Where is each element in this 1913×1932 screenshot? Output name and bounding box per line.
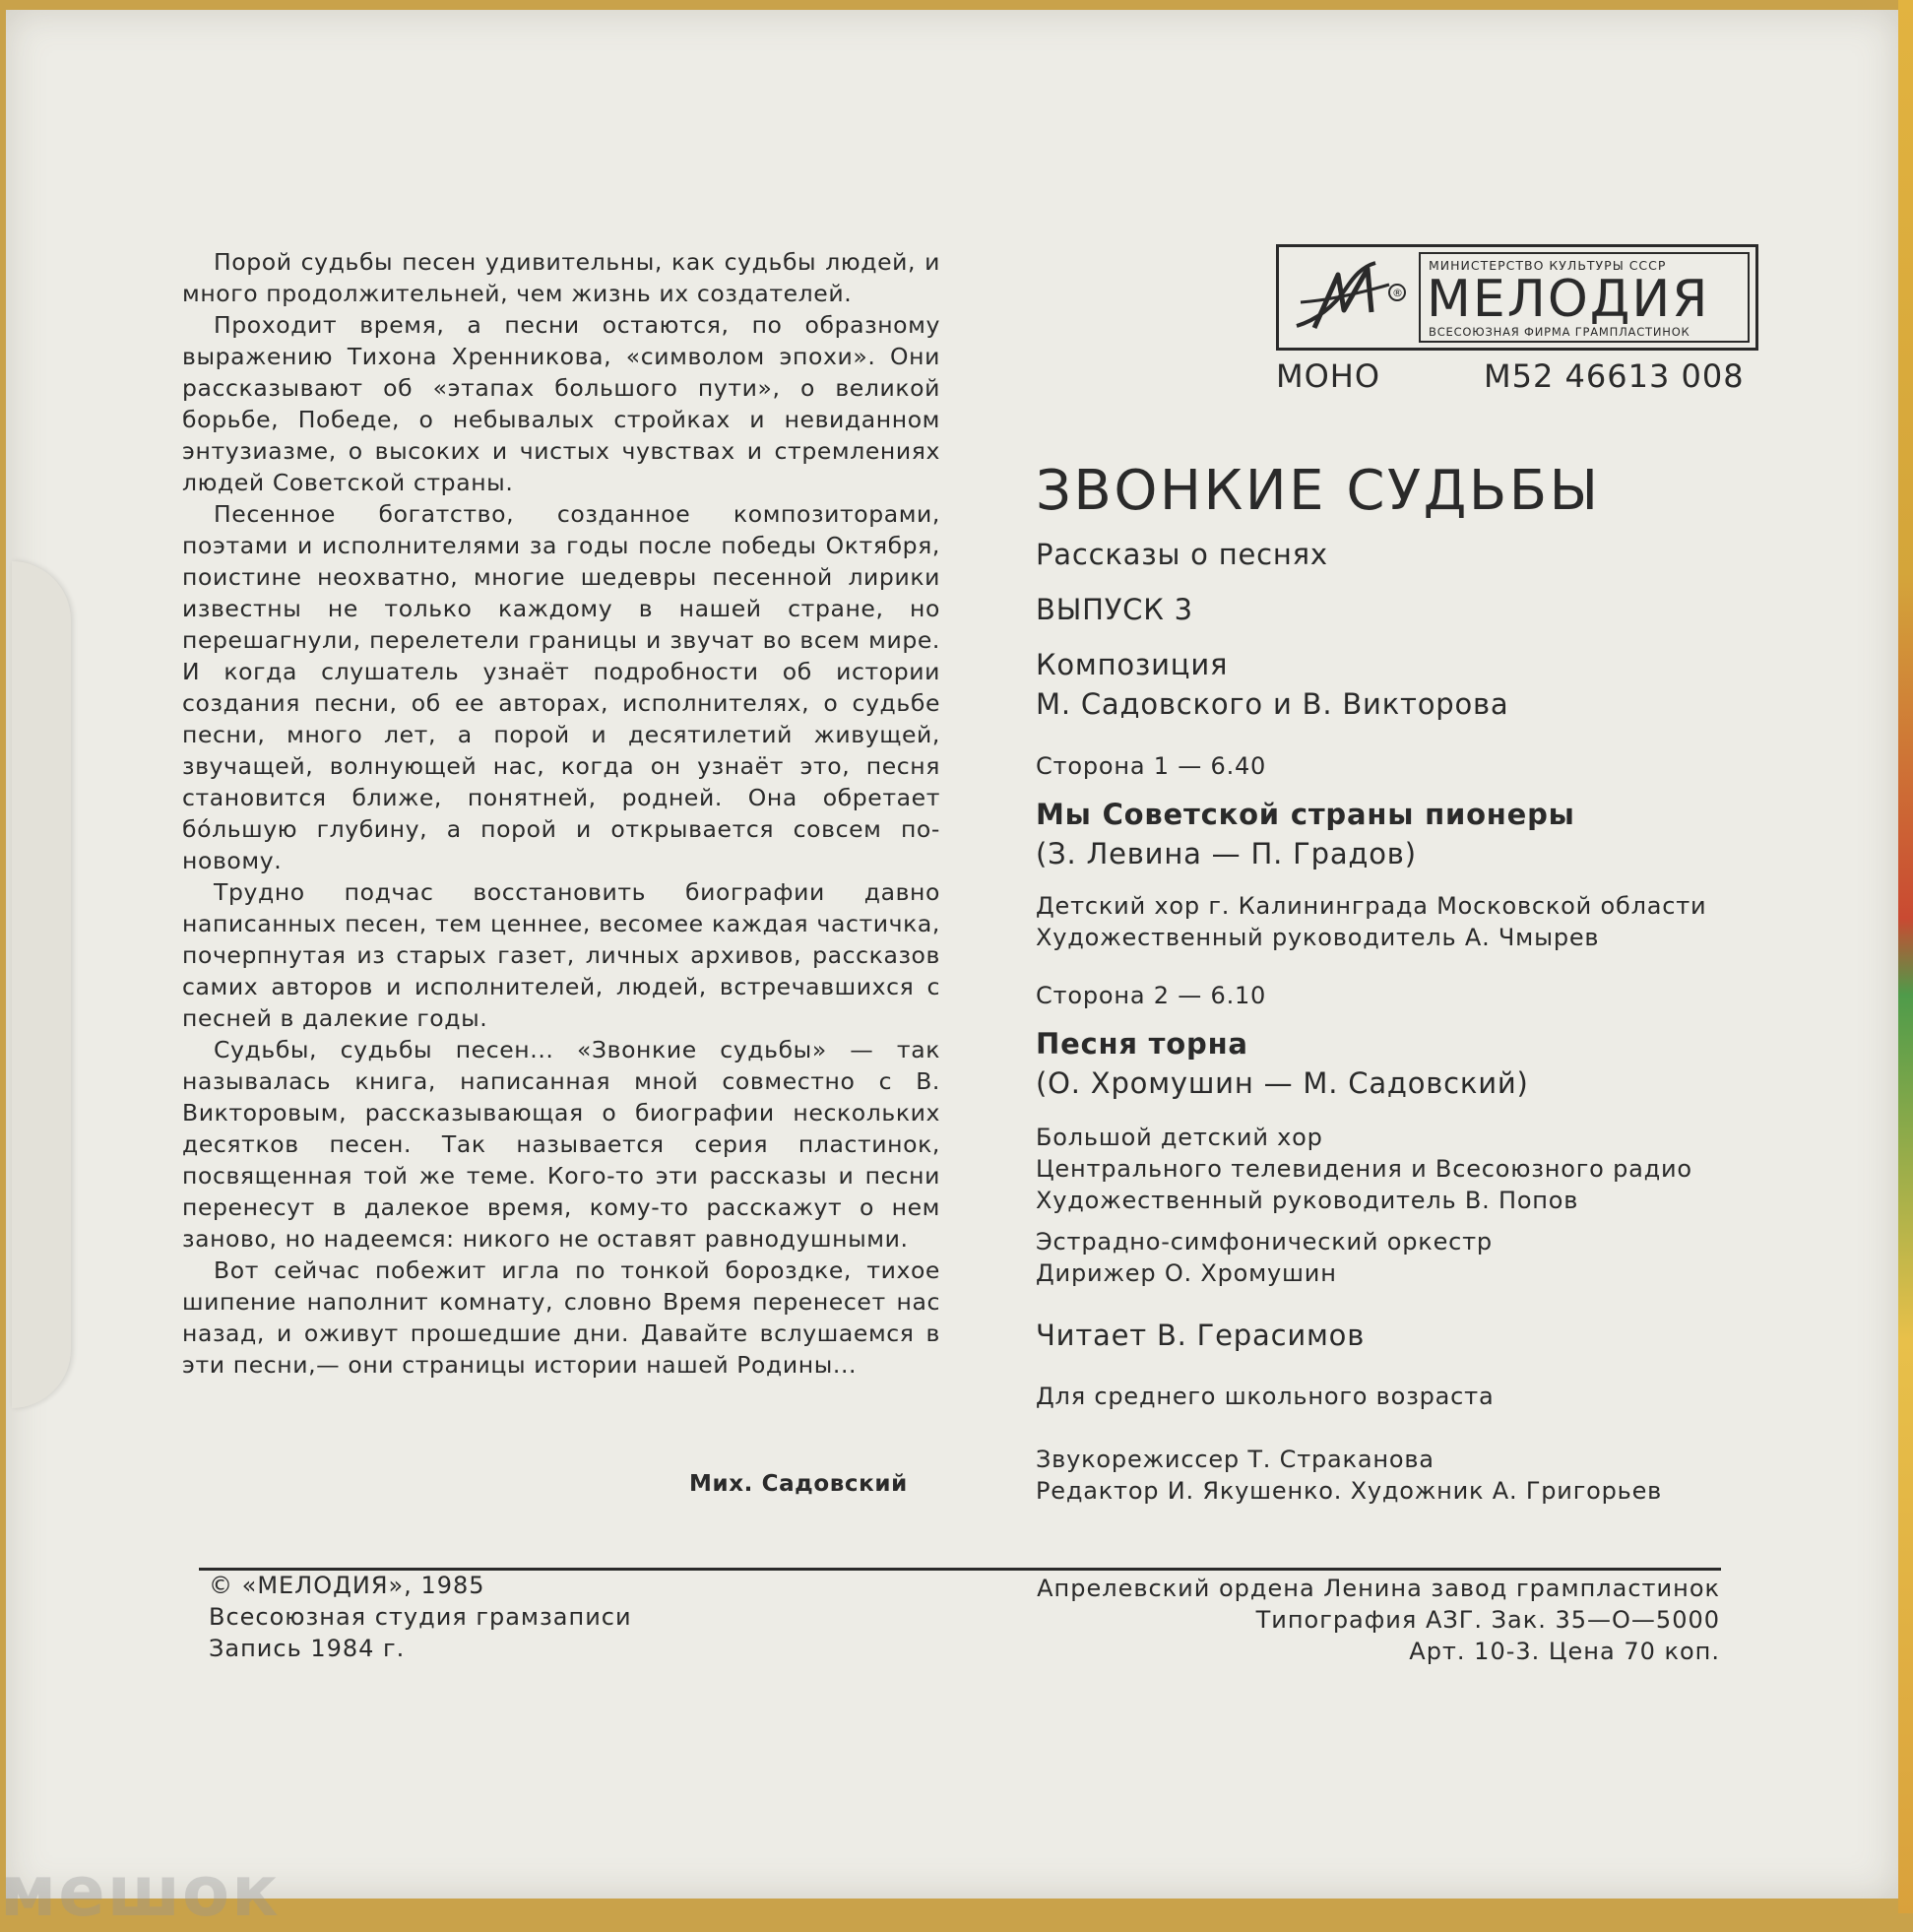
logo-text-box bbox=[1419, 252, 1750, 343]
watermark: мешок bbox=[0, 1851, 281, 1932]
recording-year: Запись 1984 г. bbox=[209, 1635, 406, 1662]
melodiya-logo bbox=[1276, 244, 1758, 351]
side1-label: Сторона 1 — 6.40 bbox=[1036, 752, 1267, 780]
melodiya-mark-icon bbox=[1287, 255, 1410, 340]
production-credit: Редактор И. Якушенко. Художник А. Григорьев bbox=[1036, 1477, 1663, 1505]
essay-paragraph: Проходит время, а песни остаются, по образному выражению Тихона Хренникова, «символом эпохи». Они рассказывают об «этапах большого пути», о великой борьбе, Победе, о небывалых стройках и невиданном энтузиазме, о высоких и чистых чувствах и стремлениях людей Советской страны. bbox=[182, 311, 940, 496]
side1-authors: (З. Левина — П. Градов) bbox=[1036, 837, 1417, 870]
reader-credit: Читает В. Герасимов bbox=[1036, 1319, 1366, 1352]
sleeve-opening bbox=[12, 561, 71, 1408]
price-line: Арт. 10-3. Цена 70 коп. bbox=[1409, 1638, 1720, 1665]
copyright-line: © «МЕЛОДИЯ», 1985 bbox=[209, 1572, 485, 1599]
album-subtitle: Рассказы о песнях bbox=[1036, 538, 1328, 571]
production-credit: Звукорежиссер Т. Страканова bbox=[1036, 1446, 1435, 1473]
side2-song: Песня торна bbox=[1036, 1027, 1248, 1061]
album-title: ЗВОНКИЕ СУДЬБЫ bbox=[1036, 459, 1601, 523]
footer-right bbox=[1037, 1573, 1720, 1667]
composition-label: Композиция bbox=[1036, 648, 1229, 681]
age-recommendation: Для среднего школьного возраста bbox=[1036, 1383, 1495, 1410]
side2-label: Сторона 2 — 6.10 bbox=[1036, 982, 1267, 1009]
side2-performer: Художественный руководитель В. Попов bbox=[1036, 1187, 1579, 1214]
logo-brand-name: МЕЛОДИЯ bbox=[1427, 270, 1710, 329]
issue-number: ВЫПУСК 3 bbox=[1036, 593, 1193, 626]
side2-performer: Дирижер О. Хромушин bbox=[1036, 1259, 1337, 1287]
side2-authors: (О. Хромушин — М. Садовский) bbox=[1036, 1066, 1529, 1100]
footer-left bbox=[209, 1570, 632, 1664]
studio-line: Всесоюзная студия грамзаписи bbox=[209, 1603, 632, 1631]
catalog-number: М52 46613 008 bbox=[1484, 357, 1745, 395]
side2-performer: Центрального телевидения и Всесоюзного радио bbox=[1036, 1155, 1692, 1183]
registered-mark: ® bbox=[1392, 287, 1403, 299]
side2-performer: Большой детский хор bbox=[1036, 1124, 1323, 1151]
essay-paragraph: Вот сейчас побежит игла по тонкой бороздке, тихое шипение наполнит комнату, словно Время перенесет нас назад, и оживут прошедшие дни. Давайте вслушаемся в эти песни,— они страницы истории нашей Родины... bbox=[182, 1256, 940, 1379]
side1-performer: Художественный руководитель А. Чмырев bbox=[1036, 924, 1600, 951]
essay-paragraph: Судьбы, судьбы песен... «Звонкие судьбы» — так называлась книга, написанная мной совместно с В. Викторовым, рассказывающая о биографии нескольких десятков песен. Так называется серия пластинок, посвященная той же теме. Кого-то эти рассказы и песни перенесут в далекое время, кому-то расскажут о нем заново, но надеемся: никого не оставят равнодушными. bbox=[182, 1036, 940, 1253]
side1-performer: Детский хор г. Калининграда Московской области bbox=[1036, 892, 1707, 920]
side2-performer: Эстрадно-симфонический оркестр bbox=[1036, 1228, 1493, 1256]
essay-paragraph: Трудно подчас восстановить биографии давно написанных песен, тем ценнее, весомее каждая частичка, почерпнутая из старых газет, личных архивов, рассказов самих авторов и исполнителей, людей, встречавшихся с песней в далекие годы. bbox=[182, 878, 940, 1032]
mono-label: МОНО bbox=[1276, 357, 1381, 395]
sleeve-edge-artwork bbox=[1898, 0, 1913, 1913]
essay-paragraph: Порой судьбы песен удивительны, как судьбы людей, и много продолжительней, чем жизнь их создателей. bbox=[182, 248, 940, 307]
essay-paragraph: Песенное богатство, созданное композиторами, поэтами и исполнителями за годы после победы Октября, поистине неохватно, многие шедевры песенной лирики известны не только каждому в нашей стране, но перешагнули, перелетели границы и звучат во всем мире. И когда слушатель узнаёт подробности об истории создания песни, об ее авторах, исполнителях, о судьбе песни, много лет, а порой и десятилетий живущей, звучащей, волнующей нас, когда он узнаёт это, песня становится ближе, понятней, родней. Она обретает бо́льшую глубину, а порой и открывается совсем по-новому. bbox=[182, 500, 940, 874]
factory-line: Апрелевский ордена Ленина завод грампластинок bbox=[1037, 1575, 1720, 1602]
side1-song: Мы Советской страны пионеры bbox=[1036, 798, 1575, 831]
logo-firm: ВСЕСОЮЗНАЯ ФИРМА ГРАМПЛАСТИНОК bbox=[1429, 325, 1690, 339]
logo-ministry: МИНИСТЕРСТВО КУЛЬТУРЫ СССР bbox=[1429, 258, 1667, 273]
printing-line: Типография АЗГ. Зак. 35—О—5000 bbox=[1255, 1606, 1720, 1634]
essay-signature: Мих. Садовский bbox=[689, 1471, 908, 1497]
composition-authors: М. Садовского и В. Викторова bbox=[1036, 687, 1509, 721]
liner-notes-essay bbox=[182, 246, 940, 1381]
